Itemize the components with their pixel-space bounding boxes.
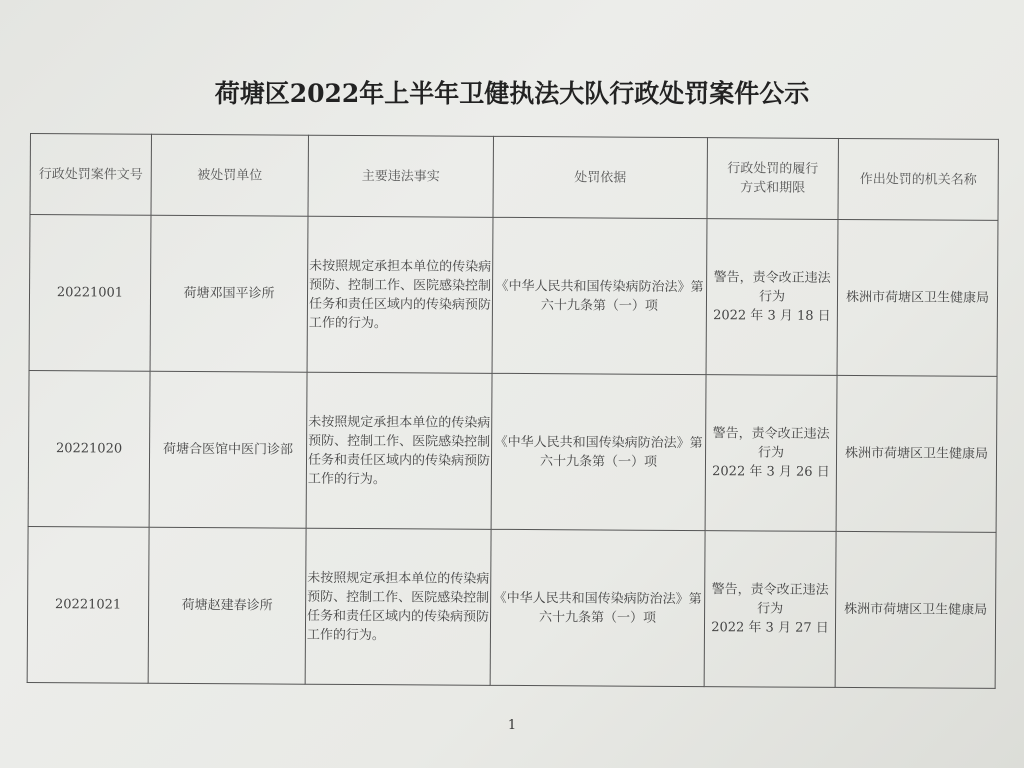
cell-facts [307,216,493,373]
cell-unit: 荷塘合医馆中医门诊部 [149,371,307,528]
cell-method [705,375,837,532]
method-text: 警告，责令改正违法行为 [711,582,829,617]
header-authority: 作出处罚的机关名称 [838,138,998,220]
header-facts: 主要违法事实 [308,135,493,217]
facts-text: 未按照规定承担本单位的传染病预防、控制工作、医院感染控制任务和责任区域内的传染病预防工作的行为。 [308,258,492,331]
cell-unit: 荷塘赵建春诊所 [148,527,306,684]
method-text: 警告，责令改正违法行为 [712,426,830,461]
cell-method [704,531,836,688]
page-number: 1 [507,718,517,733]
header-case-no: 行政处罚案件文号 [30,134,151,216]
method-text: 警告，责令改正违法行为 [713,270,831,305]
table-row [29,215,998,377]
cell-unit: 荷塘邓国平诊所 [150,215,308,372]
header-method-text: 行政处罚的履行方式和期限 [727,161,819,196]
table-header-row [30,134,998,221]
cell-basis [490,529,705,686]
facts-text: 未按照规定承担本单位的传染病预防、控制工作、医院感染控制任务和责任区域内的传染病预防工作的行为。 [306,570,490,643]
cell-case-no: 20221021 [27,526,149,683]
header-basis: 处罚依据 [493,136,707,218]
cell-authority: 株洲市荷塘区卫生健康局 [836,375,997,532]
penalty-table [27,133,999,689]
cell-authority: 株洲市荷塘区卫生健康局 [835,531,996,688]
table-row [28,370,997,532]
document-title: 荷塘区2022年上半年卫健执法大队行政处罚案件公示 [214,79,810,108]
cell-method [706,219,838,376]
basis-text: 《中华人民共和国传染病防治法》第六十九条第（一）项 [494,434,703,470]
method-date: 2022 年 3 月 27 日 [711,620,829,636]
facts-text: 未按照规定承担本单位的传染病预防、控制工作、医院感染控制任务和责任区域内的传染病预防工作的行为。 [307,414,491,487]
cell-facts [306,372,492,529]
table-row [27,526,996,688]
basis-text: 《中华人民共和国传染病防治法》第六十九条第（一）项 [495,278,704,314]
basis-text: 《中华人民共和国传染病防治法》第六十九条第（一）项 [493,590,702,626]
cell-basis [491,373,706,530]
header-method [707,138,838,220]
cell-facts [305,528,491,685]
method-date: 2022 年 3 月 26 日 [712,464,830,480]
header-unit: 被处罚单位 [151,134,308,216]
method-date: 2022 年 3 月 18 日 [713,308,831,324]
cell-case-no: 20221001 [29,215,151,372]
cell-authority: 株洲市荷塘区卫生健康局 [837,219,998,376]
cell-case-no: 20221020 [28,370,150,527]
cell-basis [492,217,707,374]
